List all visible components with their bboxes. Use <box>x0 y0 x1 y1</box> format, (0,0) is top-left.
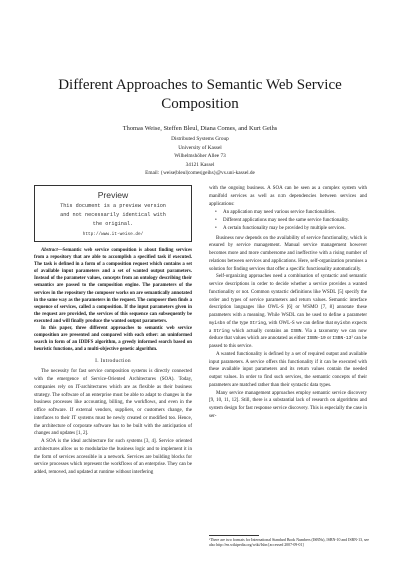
preview-url-link[interactable]: http://www.it-weise.de/ <box>82 232 144 237</box>
paper-title-line2: Composition <box>161 96 239 112</box>
text-run: , with OWL-S we can define that <box>265 320 335 326</box>
author-list: Thomas Weise, Steffen Bleul, Diana Comes, and Kurt Geihs <box>122 125 278 132</box>
text-run: Self-organizing approaches need a combination of syntactic and semantic service descriptions in order to decide whether a service provides a wanted functionality or not. Common syntactic definitions like WSDL [5] specify the order and types of service parameters and return values. Semantic interface description languages like OWL-S [6] or WSMO [7, 8] annotate these parameters with a meaning. While WSDL can be used to define a parameter <box>209 274 367 318</box>
code-isbn-10: ISBN-10 <box>306 336 326 342</box>
paper-title-line1: Different Approaches to Semantic Web Service <box>58 77 342 93</box>
body-paragraph-functionality: A wanted functionality is defined by a set of required output and available input parameters. A service offers this functionality if it can be executed with these available input parameters and its return values contain the needed output values. In order to find such services, the semantic concepts of their parameters are matched rather than their syntactic data types. <box>209 351 367 388</box>
code-isbn: ISBN <box>290 328 302 334</box>
affiliation-email: Email: {weise|bleul|comes|geihs}@vs.uni-kassel.de <box>145 170 255 177</box>
code-myisbn: myisbn <box>334 320 351 326</box>
bullet-item: • An application may need various service functionalities. <box>215 209 367 217</box>
code-isbn-13: ISBN-13 <box>332 336 352 342</box>
abstract-paragraph <box>34 247 192 325</box>
section-heading-introduction: I. Introduction <box>95 358 131 365</box>
paper-title <box>0 76 400 114</box>
affiliation-street: Wilhelmshöher Allee 73 <box>174 153 226 160</box>
body-paragraph-discovery: Many service management approaches employ semantic service discovery [9, 10, 11, 12]. Still, there is a substantial lack of research on algorithms and system design for fast response service discovery. This is especially the case in ser- <box>209 390 367 419</box>
preview-notice-box <box>34 185 192 242</box>
code-string: String <box>249 320 266 326</box>
text-run: of the type <box>225 320 250 326</box>
preview-heading: Preview <box>97 190 129 200</box>
footnote-divider <box>209 535 259 536</box>
body-paragraph-management: Business now depends on the availability of service functionality, which is ensured by service management. Manual service management however becomes more and more cumbersome and ineffective with a rising number of relations between services and applications. Here, self-organization promises a solution for finding services that offer a specific functionality automatically. <box>209 235 367 272</box>
text-run: ¹ can be passed to this service. <box>209 336 367 349</box>
text-run: . Via a taxonomy we can now deduce that values which are annotated as either <box>209 328 367 342</box>
body-paragraph-soa: with the ongoing business. A SOA can be seen as a complex system with manifold services as well as n:m dependencies between services and applications: <box>209 186 367 207</box>
text-run: expects a <box>209 320 367 334</box>
preview-notice-line2: and not necessarily identical with <box>60 212 166 218</box>
code-myisbn: myisbn <box>209 320 226 326</box>
body-paragraph-self-organizing <box>209 273 367 351</box>
affiliation-group: Distributed Systems Group <box>171 136 229 142</box>
footnote-isbn: ¹There are two formats for International Standard Book Numbers (ISBNs), ISBN-10 and ISBN-13, see also http://en.wikipedia.org/wiki/Isbn [accessed 2007-09-01] <box>209 538 369 548</box>
intro-paragraph-2: A SOA is the ideal architecture for such systems [3, 4]. Service oriented architectures allow us to modularize the business logic and to implement it in the form of services accessible in a network. Services are building blocks for service processes which represent the workflows of an enterprise. They can be added, removed, and updated at runtime without interfering <box>34 439 192 476</box>
preview-notice-line1: This document is a preview version <box>60 203 166 209</box>
text-run: which actually contains an <box>229 328 291 334</box>
affiliation-university: University of Kassel <box>178 144 222 151</box>
affiliation-block <box>0 135 400 178</box>
left-column <box>34 185 192 477</box>
abstract-label: Abstract <box>41 248 58 253</box>
code-string: String <box>213 328 230 334</box>
bullet-item: • A certain functionality may be provided by multiple services. <box>215 225 367 233</box>
text-run: or <box>325 336 333 342</box>
intro-paragraph-1: The necessity for fast service composition systems is directly connected with the emergence of Service-Oriented Architectures (SOA). Today, companies rely on IT-architectures which are as flexible as their business strategy. The software of an enterprise must be able to adapt to changes in the business processes like accounting, billing, the workflows, and even in the office software. If external vendors, suppliers, or customers change, the interfaces to their IT systems must be newly created or modified too. Hence, the architecture of corporate software has to be built with the anticipation of changes and updates [1, 2]. <box>34 369 192 437</box>
preview-notice-line3: the original. <box>92 221 134 227</box>
bullet-item: • Different applications may need the same service functionality. <box>215 217 367 225</box>
dependency-bullet-list <box>215 209 367 232</box>
affiliation-city: 34121 Kassel <box>185 161 215 168</box>
abstract-paragraph-2: In this paper, three different approaches to semantic web service composition are presented and compared with each other: an uninformed search in form of an IDDFS algorithm, a greedy informed search based on heuristic functions, and a multi-objective genetic algorithm. <box>34 326 192 353</box>
right-column <box>209 185 367 421</box>
abstract-text: —Semantic web service composition is about finding services from a repository that are able to accomplish a specified task if executed. The task is defined in a form of a composition request which contains a set of available input parameters and a set of wanted output parameters. Instead of the parameter values, concepts from an ontology describing their semantics are passed to the composition engine. The parameters of the services in the repository the composer works on are semantically annotated in the same way as the parameters in the request. The composer then finds a sequence of services, called a composition. If the input parameters given in the request are provided, the services of this sequence can subsequently be executed and will finally produce the wanted output parameters. <box>34 248 192 324</box>
